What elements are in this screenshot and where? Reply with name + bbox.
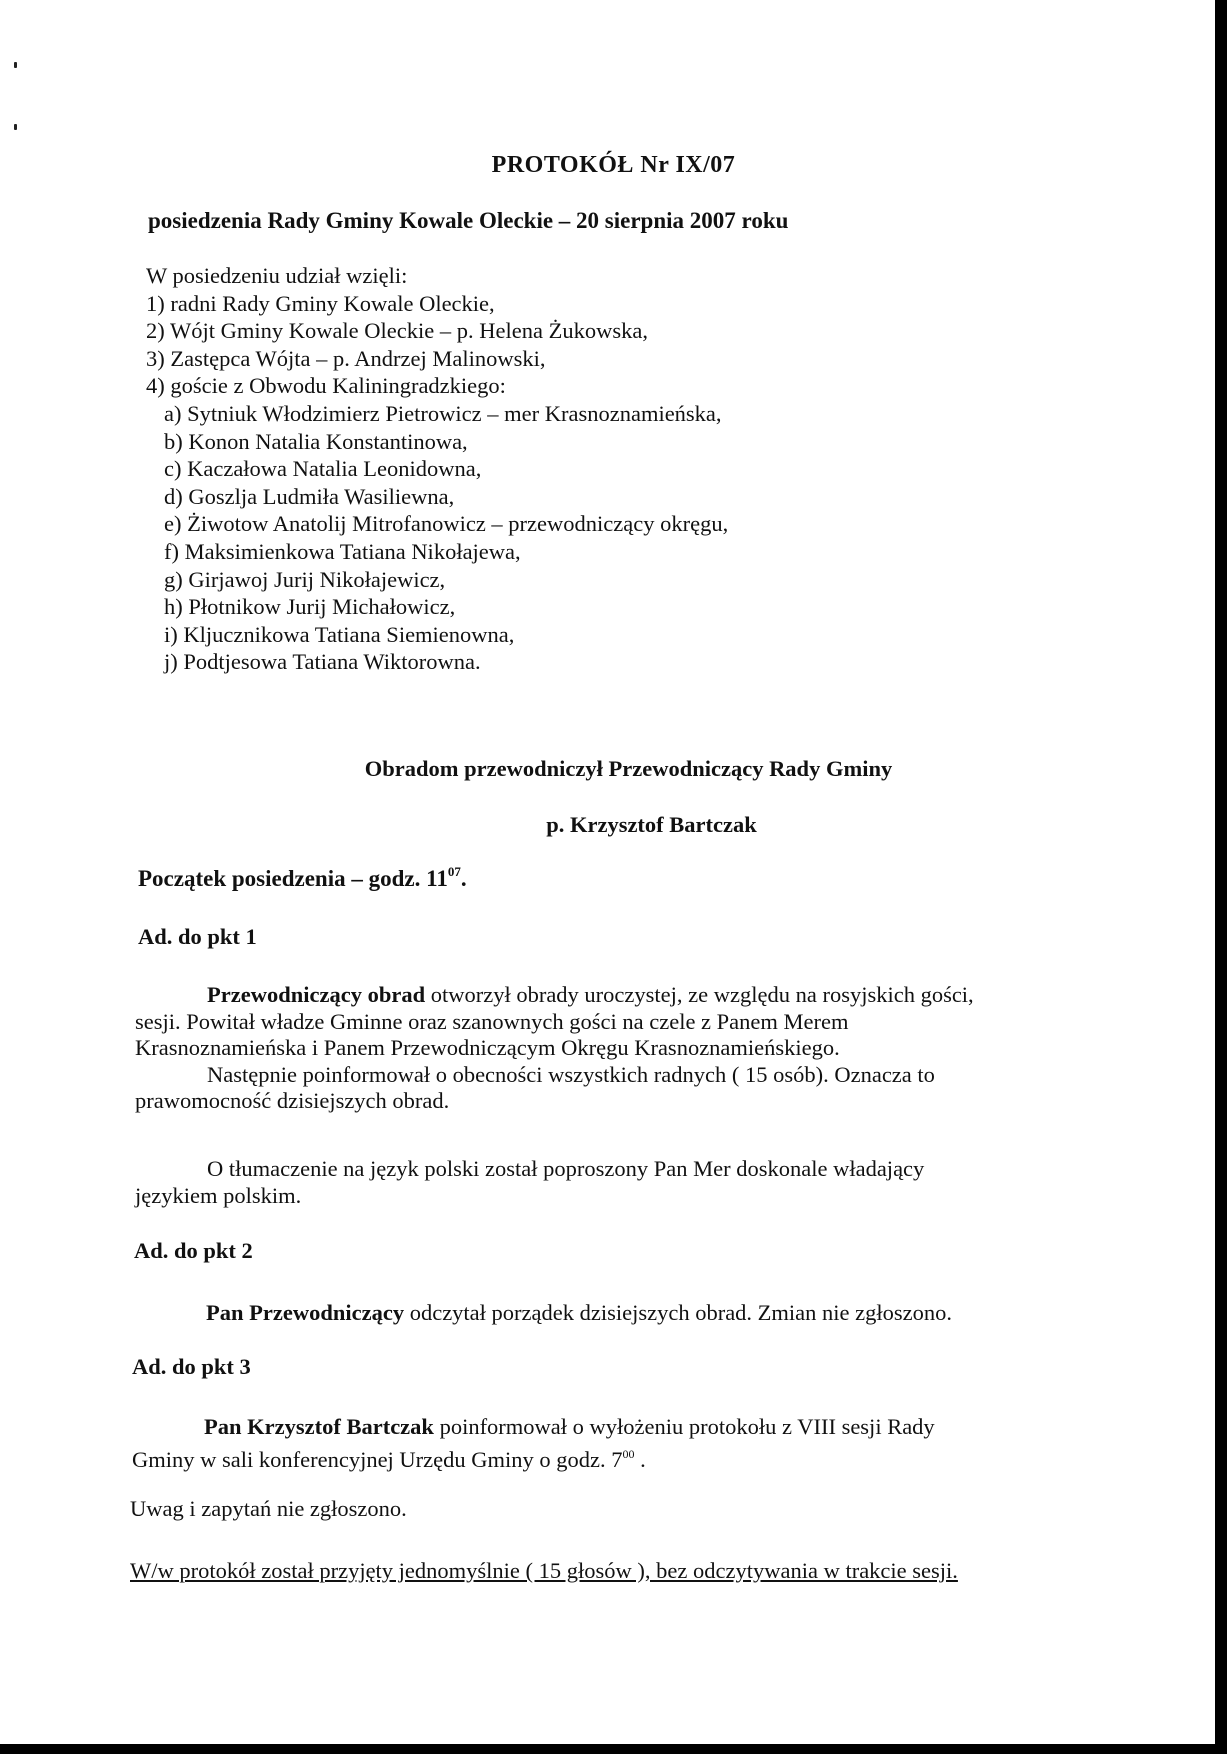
pkt1-text: Następnie poinformował o obecności wszystkich radnych ( 15 osób). Oznacza to (207, 1061, 935, 1087)
pkt1-text: Krasnoznamieńska i Panem Przewodniczącym Okręgu Krasnoznamieńskiego. (135, 1035, 840, 1060)
pkt3-paragraph (132, 1414, 1192, 1473)
section-heading-pkt1: Ad. do pkt 1 (138, 924, 257, 949)
guest-item: j) Podtjesowa Tatiana Wiktorowna. (164, 649, 481, 675)
guest-item: h) Płotnikow Jurij Michałowicz, (164, 594, 456, 620)
pkt1-text: językiem polskim. (135, 1182, 302, 1208)
attendance-intro: W posiedzeniu udział wzięli: (146, 263, 408, 288)
guest-item: e) Żiwotow Anatolij Mitrofanowicz – przewodniczący okręgu, (164, 511, 729, 537)
attendance-item: 3) Zastępca Wójta – p. Andrzej Malinowski, (146, 345, 546, 371)
session-start-end: . (460, 866, 467, 891)
session-start (138, 864, 467, 892)
chair-name: p. Krzysztof Bartczak (546, 812, 757, 837)
pkt1-text: sesji. Powitał władze Gminne oraz szanownych gości na czele z Panem Merem (135, 1008, 849, 1034)
guest-item: a) Sytniuk Włodzimierz Pietrowicz – mer Krasnoznamieńska, (164, 400, 722, 426)
section-heading-pkt2: Ad. do pkt 2 (134, 1238, 253, 1263)
scan-edge-right (1215, 0, 1227, 1754)
pkt1-speaker: Przewodniczący obrad (207, 982, 426, 1007)
pkt1-paragraph-1 (135, 982, 1195, 1115)
pkt3-conclusion: W/w protokół został przyjęty jednomyślnie ( 15 głosów ), bez odczytywania w trakcie sesji. (130, 1558, 958, 1583)
chair-line: Obradom przewodniczył Przewodniczący Rady Gminy (364, 756, 893, 781)
document-title: PROTOKÓŁ Nr IX/07 (491, 152, 736, 178)
pkt3-text: poinformował o wyłożeniu protokołu z VIII sesji Rady (433, 1414, 935, 1439)
pkt2-speaker: Pan Przewodniczący (206, 1300, 405, 1325)
pkt3-remark: Uwag i zapytań nie zgłoszono. (130, 1496, 407, 1521)
pkt3-text: Gminy w sali konferencyjnej Urzędu Gminy o godz. 7 (132, 1446, 623, 1472)
session-start-label: Początek posiedzenia – godz. 11 (138, 866, 448, 891)
scan-speck (14, 62, 17, 68)
guest-item: i) Kljucznikowa Tatiana Siemienowna, (164, 621, 515, 647)
pkt1-text: otworzył obrady uroczystej, ze względu na rosyjskich gości, (425, 982, 974, 1007)
scan-speck (14, 124, 17, 130)
guest-item: d) Goszlja Ludmiła Wasiliewna, (164, 483, 455, 509)
document-subtitle: posiedzenia Rady Gminy Kowale Oleckie – 20 sierpnia 2007 roku (148, 208, 789, 233)
pkt2-text: odczytał porządek dzisiejszych obrad. Zmian nie zgłoszono. (404, 1300, 953, 1325)
scan-edge-bottom (0, 1744, 1227, 1754)
pkt3-time-minutes: 00 (622, 1446, 635, 1461)
guest-item: b) Konon Natalia Konstantinowa, (164, 428, 468, 454)
guest-item: g) Girjawoj Jurij Nikołajewicz, (164, 566, 446, 592)
attendance-list (146, 262, 728, 676)
attendance-item: 1) radni Rady Gminy Kowale Oleckie, (146, 290, 495, 316)
attendance-item: 2) Wójt Gminy Kowale Oleckie – p. Helena Żukowska, (146, 318, 648, 344)
pkt3-text-end: . (634, 1446, 646, 1472)
pkt1-text: prawomocność dzisiejszych obrad. (135, 1088, 450, 1113)
section-heading-pkt3: Ad. do pkt 3 (132, 1354, 251, 1379)
session-start-minutes: 07 (447, 864, 461, 879)
attendance-item: 4) goście z Obwodu Kaliningradzkiego: (146, 373, 506, 399)
pkt3-speaker: Pan Krzysztof Bartczak (204, 1414, 434, 1439)
pkt2-paragraph (134, 1300, 1194, 1327)
guest-item: c) Kaczałowa Natalia Leonidowna, (164, 456, 482, 482)
guest-item: f) Maksimienkowa Tatiana Nikołajewa, (164, 538, 521, 564)
pkt1-paragraph-3 (135, 1156, 1195, 1209)
pkt1-text: O tłumaczenie na język polski został poproszony Pan Mer doskonale władający (207, 1156, 925, 1181)
